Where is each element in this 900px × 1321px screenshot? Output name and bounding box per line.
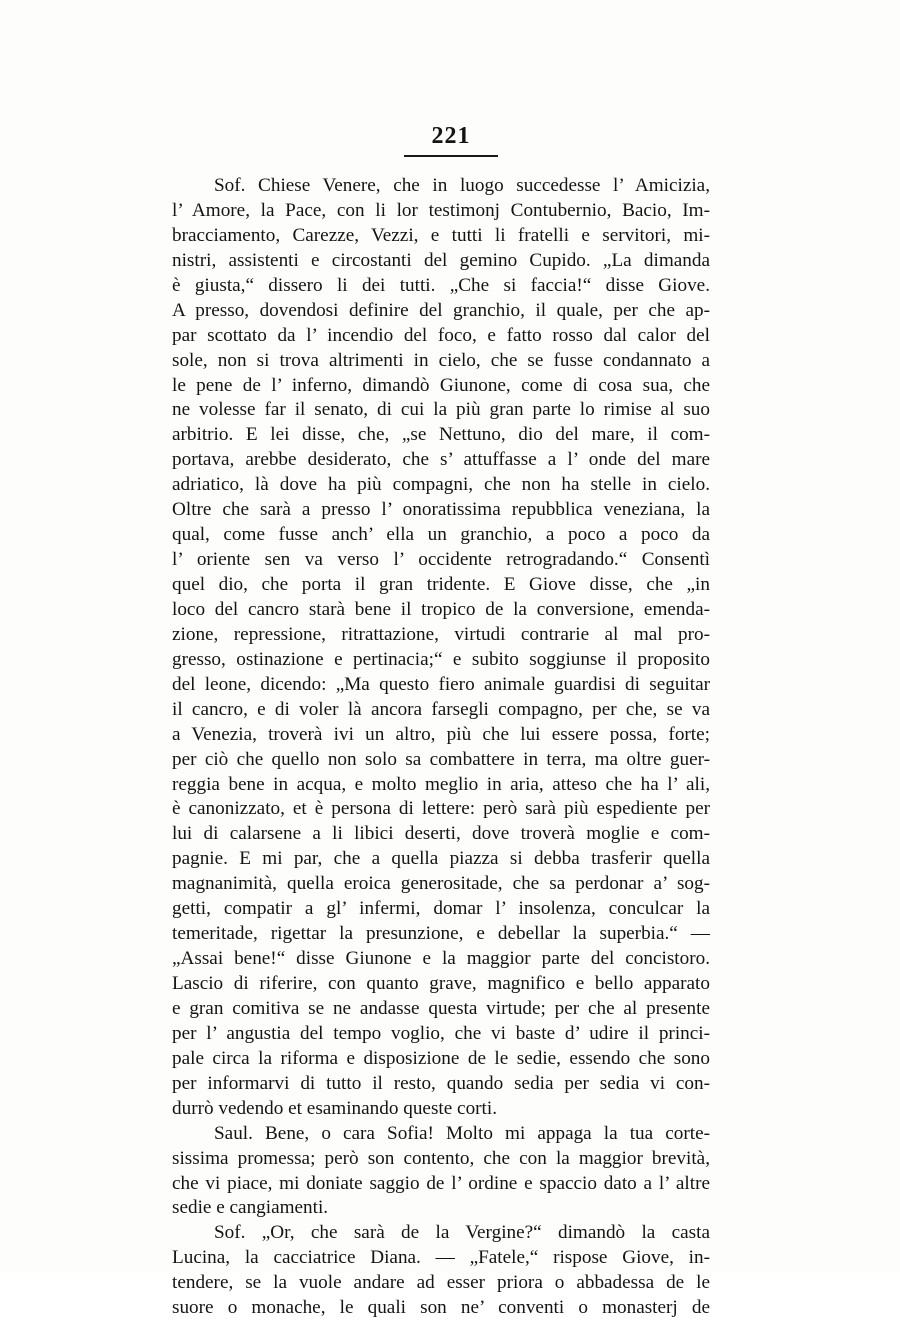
text-line: sissima promessa; però son contento, che con la maggior brevità, [172,1147,710,1169]
text-line: che vi piace, mi doniate saggio de l’ ordine e spaccio dato a l’ altre [172,1172,710,1194]
text-line: il cancro, e di voler là ancora farsegli compagno, per che, se va [172,698,710,720]
text-line: Lucina, la cacciatrice Diana. — „Fatele,“ rispose Giove, in- [172,1247,710,1269]
text-line: nistri, assistenti e circostanti del gemino Cupido. „La dimanda [172,249,710,271]
text-line: par scottato da l’ incendio del foco, e fatto rosso dal calor del [172,324,710,346]
text-line: Sof. Chiese Venere, che in luogo succedesse l’ Amicizia, [214,175,710,196]
text-line: è canonizzato, et è persona di lettere: però sarà più espediente per [172,798,710,820]
text-line: qual, come fusse anch’ ella un granchio, a poco a poco da [172,524,710,546]
text-line: bracciamento, Carezze, Vezzi, e tutti li fratelli e servitori, mi- [172,224,710,246]
text-line: Oltre che sarà a presso l’ onoratissima repubblica veneziana, la [172,499,710,521]
text-line: suore o monache, le quali son ne’ conventi o monasterj de [172,1297,710,1319]
text-line: gresso, ostinazione e pertinacia;“ e subito soggiunse il proposito [172,648,710,670]
text-line: Lascio di riferire, con quanto grave, magnifico e bello apparato [172,973,710,994]
text-line: getti, compatir a gl’ infermi, domar l’ insolenza, conculcar la [172,898,710,920]
text-line: adriatico, là dove ha più compagni, che non ha stelle in cielo. [172,474,710,496]
text-line: magnanimità, quella eroica generositade, che sa perdonar a’ sog- [172,873,710,895]
text-line: Sof. „Or, che sarà de la Vergine?“ dimandò la casta [214,1222,710,1244]
text-line: per ciò che quello non solo sa combattere in terra, ma oltre guer- [172,748,710,770]
text-line: sedie e cangiamenti. [172,1197,329,1219]
text-line: reggia bene in acqua, e molto meglio in aria, atteso che ha l’ ali, [172,773,710,795]
text-line: portava, arebbe desiderato, che s’ attuffasse a l’ onde del mare [172,449,710,471]
text-line: per informarvi di tutto il resto, quando sedia per sedia vi con- [172,1072,710,1094]
text-line: tendere, se la vuole andare ad esser priora o abbadessa de le [172,1272,710,1294]
text-line: quel dio, che porta il gran tridente. E Giove disse, che „in [172,574,710,595]
body-text [172,174,710,1321]
text-line: temeritade, rigettar la presunzione, e debellar la superbia.“ — [172,923,710,945]
text-line: A presso, dovendosi definire del granchio, il quale, per che ap- [172,299,710,321]
text-line: e gran comitiva se ne andasse questa virtude; per che al presente [172,997,710,1019]
text-line: pale circa la riforma e disposizione de le sedie, essendo che sono [172,1047,710,1069]
text-line: arbitrio. E lei disse, che, „se Nettuno, dio del mare, il com- [172,424,710,446]
text-line: lui di calarsene a li libici deserti, dove troverà moglie e com- [172,823,710,845]
text-line: sole, non si trova altrimenti in cielo, che se fusse condannato a [172,349,710,371]
text-line: l’ oriente sen va verso l’ occidente retrogradando.“ Consentì [172,549,710,571]
text-line: per l’ angustia del tempo voglio, che vi baste d’ udire il princi- [172,1022,710,1044]
text-line: ne volesse far il senato, di cui la più gran parte lo rimise al suo [172,399,710,421]
text-line: Saul. Bene, o cara Sofia! Molto mi appaga la tua corte- [214,1122,710,1144]
text-line: „Assai bene!“ disse Giunone e la maggior parte del concistoro. [172,948,710,970]
header-rule [404,155,498,157]
text-line: durrò vedendo et esaminando queste corti. [172,1097,498,1119]
text-line: è giusta,“ dissero li dei tutti. „Che si faccia!“ disse Giove. [172,274,710,296]
text-line: zione, repressione, ritrattazione, virtudi contrarie al mal pro- [172,623,710,645]
text-line: pagnie. E mi par, che a quella piazza si debba trasferir quella [172,848,710,870]
text-line: l’ Amore, la Pace, con li lor testimonj Contubernio, Bacio, Im- [172,199,710,221]
text-line: del leone, dicendo: „Ma questo fiero animale guardisi di seguitar [172,673,710,695]
page-number: 221 [431,123,471,149]
text-line: loco del cancro starà bene il tropico de la conversione, emenda- [172,598,710,620]
text-line: a Venezia, troverà ivi un altro, più che lui essere possa, forte; [172,723,710,745]
text-line: le pene de l’ inferno, dimandò Giunone, come di cosa sua, che [172,374,710,396]
